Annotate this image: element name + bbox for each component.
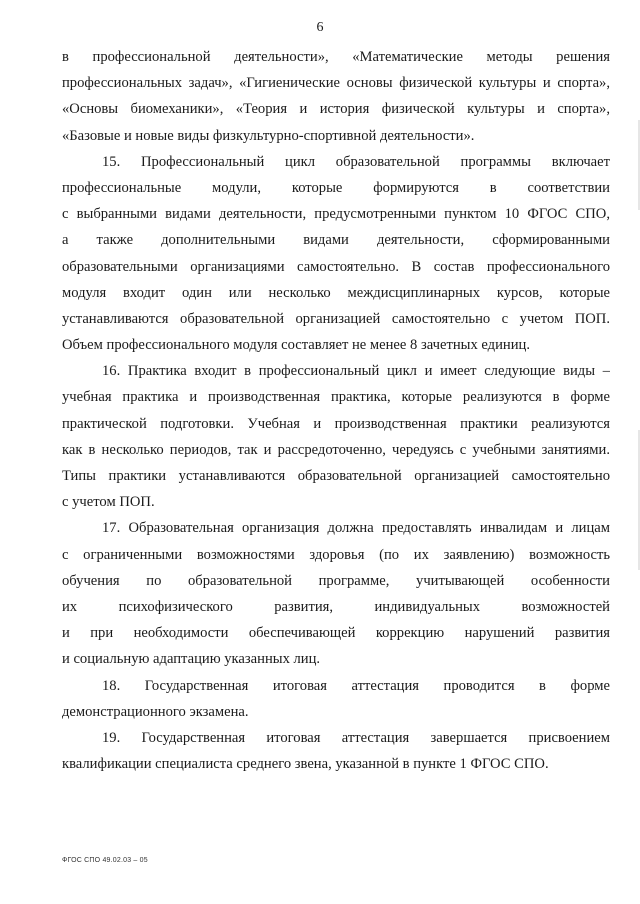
paragraph bbox=[62, 725, 610, 777]
paragraph-line: 16. Практика входит в профессиональный цикл и имеет следующие виды – bbox=[102, 363, 610, 380]
paragraph-line: а также дополнительными видами деятельности, сформированными bbox=[62, 232, 610, 249]
paragraph bbox=[62, 358, 610, 515]
paragraph-line: с ограниченными возможностями здоровья (по их заявлению) возможность bbox=[62, 546, 610, 563]
document-body bbox=[62, 44, 610, 777]
paragraph bbox=[62, 515, 610, 672]
paragraph-line: обучения по образовательной программе, учитывающей особенности bbox=[62, 572, 610, 589]
paragraph-line: Типы практики устанавливаются образовательной организацией самостоятельно bbox=[62, 468, 610, 484]
paragraph-line: Объем профессионального модуля составляет не менее 8 зачетных единиц. bbox=[62, 337, 530, 354]
paragraph-line: и при необходимости обеспечивающей коррекцию нарушений развития bbox=[62, 625, 610, 642]
paragraph bbox=[62, 149, 610, 359]
paragraph-line: 19. Государственная итоговая аттестация завершается присвоением bbox=[102, 729, 610, 746]
paragraph-line: 17. Образовательная организация должна предоставлять инвалидам и лицам bbox=[102, 520, 610, 537]
paragraph bbox=[62, 673, 610, 725]
paragraph-line: практической подготовки. Учебная и производственная практики реализуются bbox=[62, 415, 610, 432]
paragraph-line: их психофизического развития, индивидуальных возможностей bbox=[62, 598, 610, 615]
paragraph-line: в профессиональной деятельности», «Математические методы решения bbox=[62, 49, 610, 65]
paragraph-line: учебная практика и производственная практика, которые реализуются в форме bbox=[62, 389, 610, 406]
paragraph-line: «Базовые и новые виды физкультурно-спортивной деятельности». bbox=[62, 127, 475, 144]
paragraph-line: 18. Государственная итоговая аттестация проводится в форме bbox=[102, 677, 610, 694]
paragraph-line: как в несколько периодов, так и рассредоточенно, чередуясь с учебными занятиями. bbox=[62, 441, 610, 458]
paragraph-line: профессиональные модули, которые формируются в соответствии bbox=[62, 179, 610, 196]
document-footer-code: ФГОС СПО 49.02.03 – 05 bbox=[62, 857, 148, 864]
paragraph-line: квалификации специалиста среднего звена, указанной в пункте 1 ФГОС СПО. bbox=[62, 756, 549, 773]
page-number: 6 bbox=[316, 20, 324, 35]
paragraph-line: 15. Профессиональный цикл образовательной программы включает bbox=[102, 153, 610, 170]
paragraph bbox=[62, 44, 610, 149]
paragraph-line: модуля входит один или несколько междисциплинарных курсов, которые bbox=[62, 284, 610, 301]
paragraph-line: с учетом ПОП. bbox=[62, 494, 155, 511]
paragraph-line: устанавливаются образовательной организацией самостоятельно с учетом ПОП. bbox=[62, 310, 610, 327]
paragraph-line: и социальную адаптацию указанных лиц. bbox=[62, 651, 321, 668]
paragraph-line: образовательными организациями самостоятельно. В состав профессионального bbox=[62, 258, 610, 275]
paragraph-line: с выбранными видами деятельности, предусмотренными пунктом 10 ФГОС СПО, bbox=[62, 206, 610, 223]
paragraph-line: профессиональных задач», «Гигиенические основы физической культуры и спорта», bbox=[62, 75, 610, 92]
paragraph-line: «Основы биомеханики», «Теория и история физической культуры и спорта», bbox=[62, 101, 610, 118]
paragraph-line: демонстрационного экзамена. bbox=[62, 703, 249, 720]
